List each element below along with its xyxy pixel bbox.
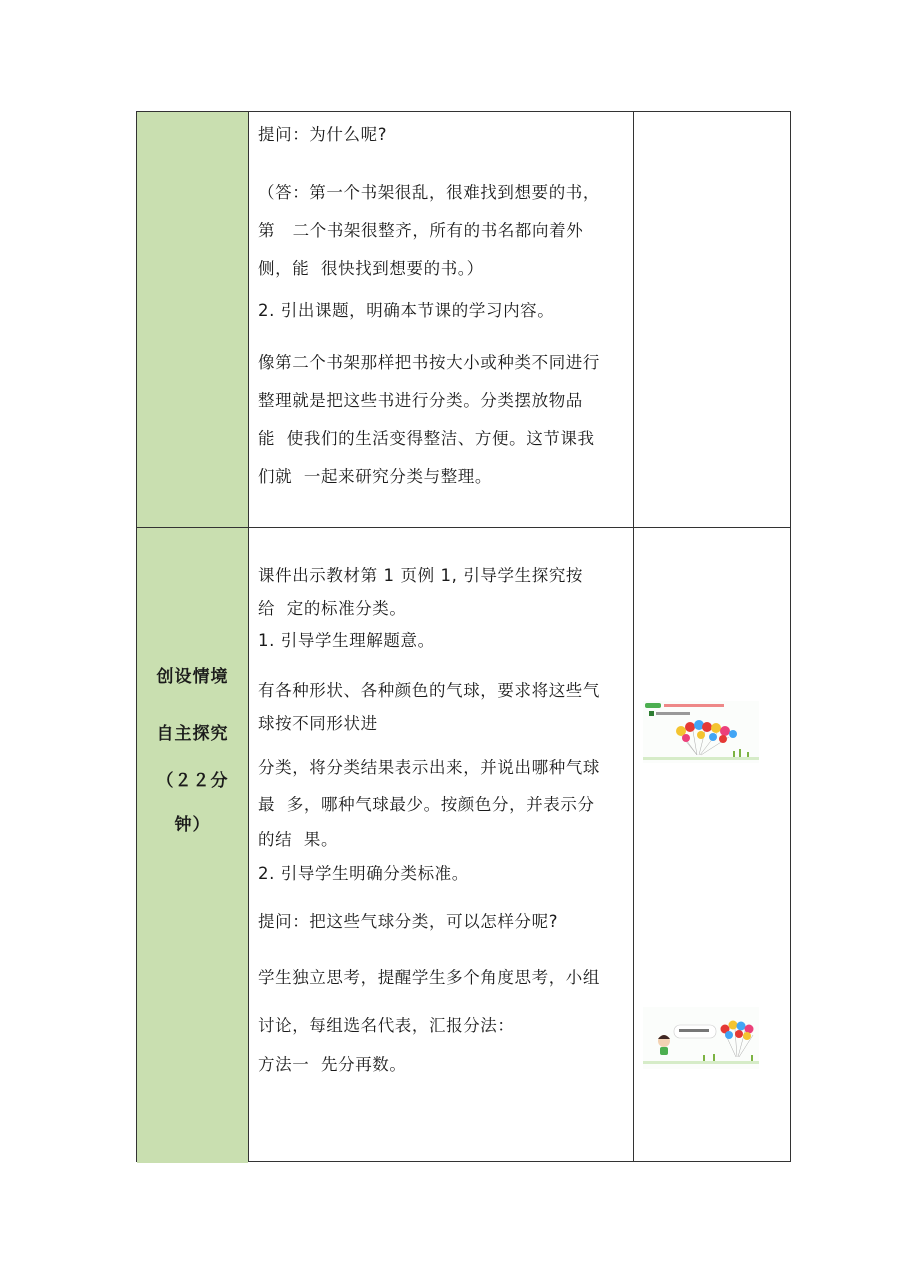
step-1-line: 1. 引导学生理解题意。	[258, 631, 435, 650]
balloon-courseware-image	[643, 701, 759, 763]
intro-line-2: 整理就是把这些书进行分类。分类摆放物品	[258, 391, 583, 410]
question-2-line: 提问：把这些气球分类，可以怎样分呢?	[258, 912, 559, 931]
answer-line-1: （答：第一个书架很乱，很难找到想要的书，	[258, 183, 600, 202]
balloon-line-1: 有各种形状、各种颜色的气球，要求将这些气	[258, 681, 600, 700]
intro-line-4: 们就 一起来研究分类与整理。	[258, 467, 492, 486]
section-label-line-3: （２２分	[156, 771, 229, 791]
answer-line-3: 侧，能 很快找到想要的书。）	[258, 259, 484, 278]
courseware-line-1: 课件出示教材第 1 页例 1, 引导学生探究按	[258, 566, 584, 585]
answer-line-2: 第 二个书架很整齐，所有的书名都向着外	[258, 221, 584, 240]
section-label-line-2: 自主探究	[156, 724, 229, 744]
step-2-line: 2. 引出课题，明确本节课的学习内容。	[258, 301, 555, 320]
label-cell-row1	[137, 112, 248, 527]
column-divider	[248, 112, 249, 1161]
courseware-line-2: 给 定的标准分类。	[258, 599, 407, 618]
classify-line-2: 最 多，哪种气球最少。按颜色分，并表示分	[258, 795, 595, 814]
discussion-line-2: 讨论，每组选名代表，汇报分法：	[258, 1016, 515, 1035]
child-balloon-image	[643, 1007, 759, 1069]
method-one-line: 方法一 先分再数。	[258, 1055, 407, 1074]
classify-line-3: 的结 果。	[258, 830, 339, 849]
lesson-plan-table	[136, 111, 791, 1162]
section-label-line-4: 钟）	[174, 815, 211, 835]
balloon-line-2: 球按不同形状进	[258, 714, 378, 733]
section-label-line-1: 创设情境	[156, 667, 229, 687]
question-line: 提问：为什么呢?	[258, 125, 388, 144]
intro-line-1: 像第二个书架那样把书按大小或种类不同进行	[258, 353, 600, 372]
label-cell-row2	[137, 528, 248, 1163]
classify-line-1: 分类，将分类结果表示出来，并说出哪种气球	[258, 758, 600, 777]
intro-line-3: 能 使我们的生活变得整洁、方便。这节课我	[258, 429, 595, 448]
discussion-line-1: 学生独立思考，提醒学生多个角度思考，小组	[258, 968, 600, 987]
step-2b-line: 2. 引导学生明确分类标准。	[258, 864, 469, 883]
